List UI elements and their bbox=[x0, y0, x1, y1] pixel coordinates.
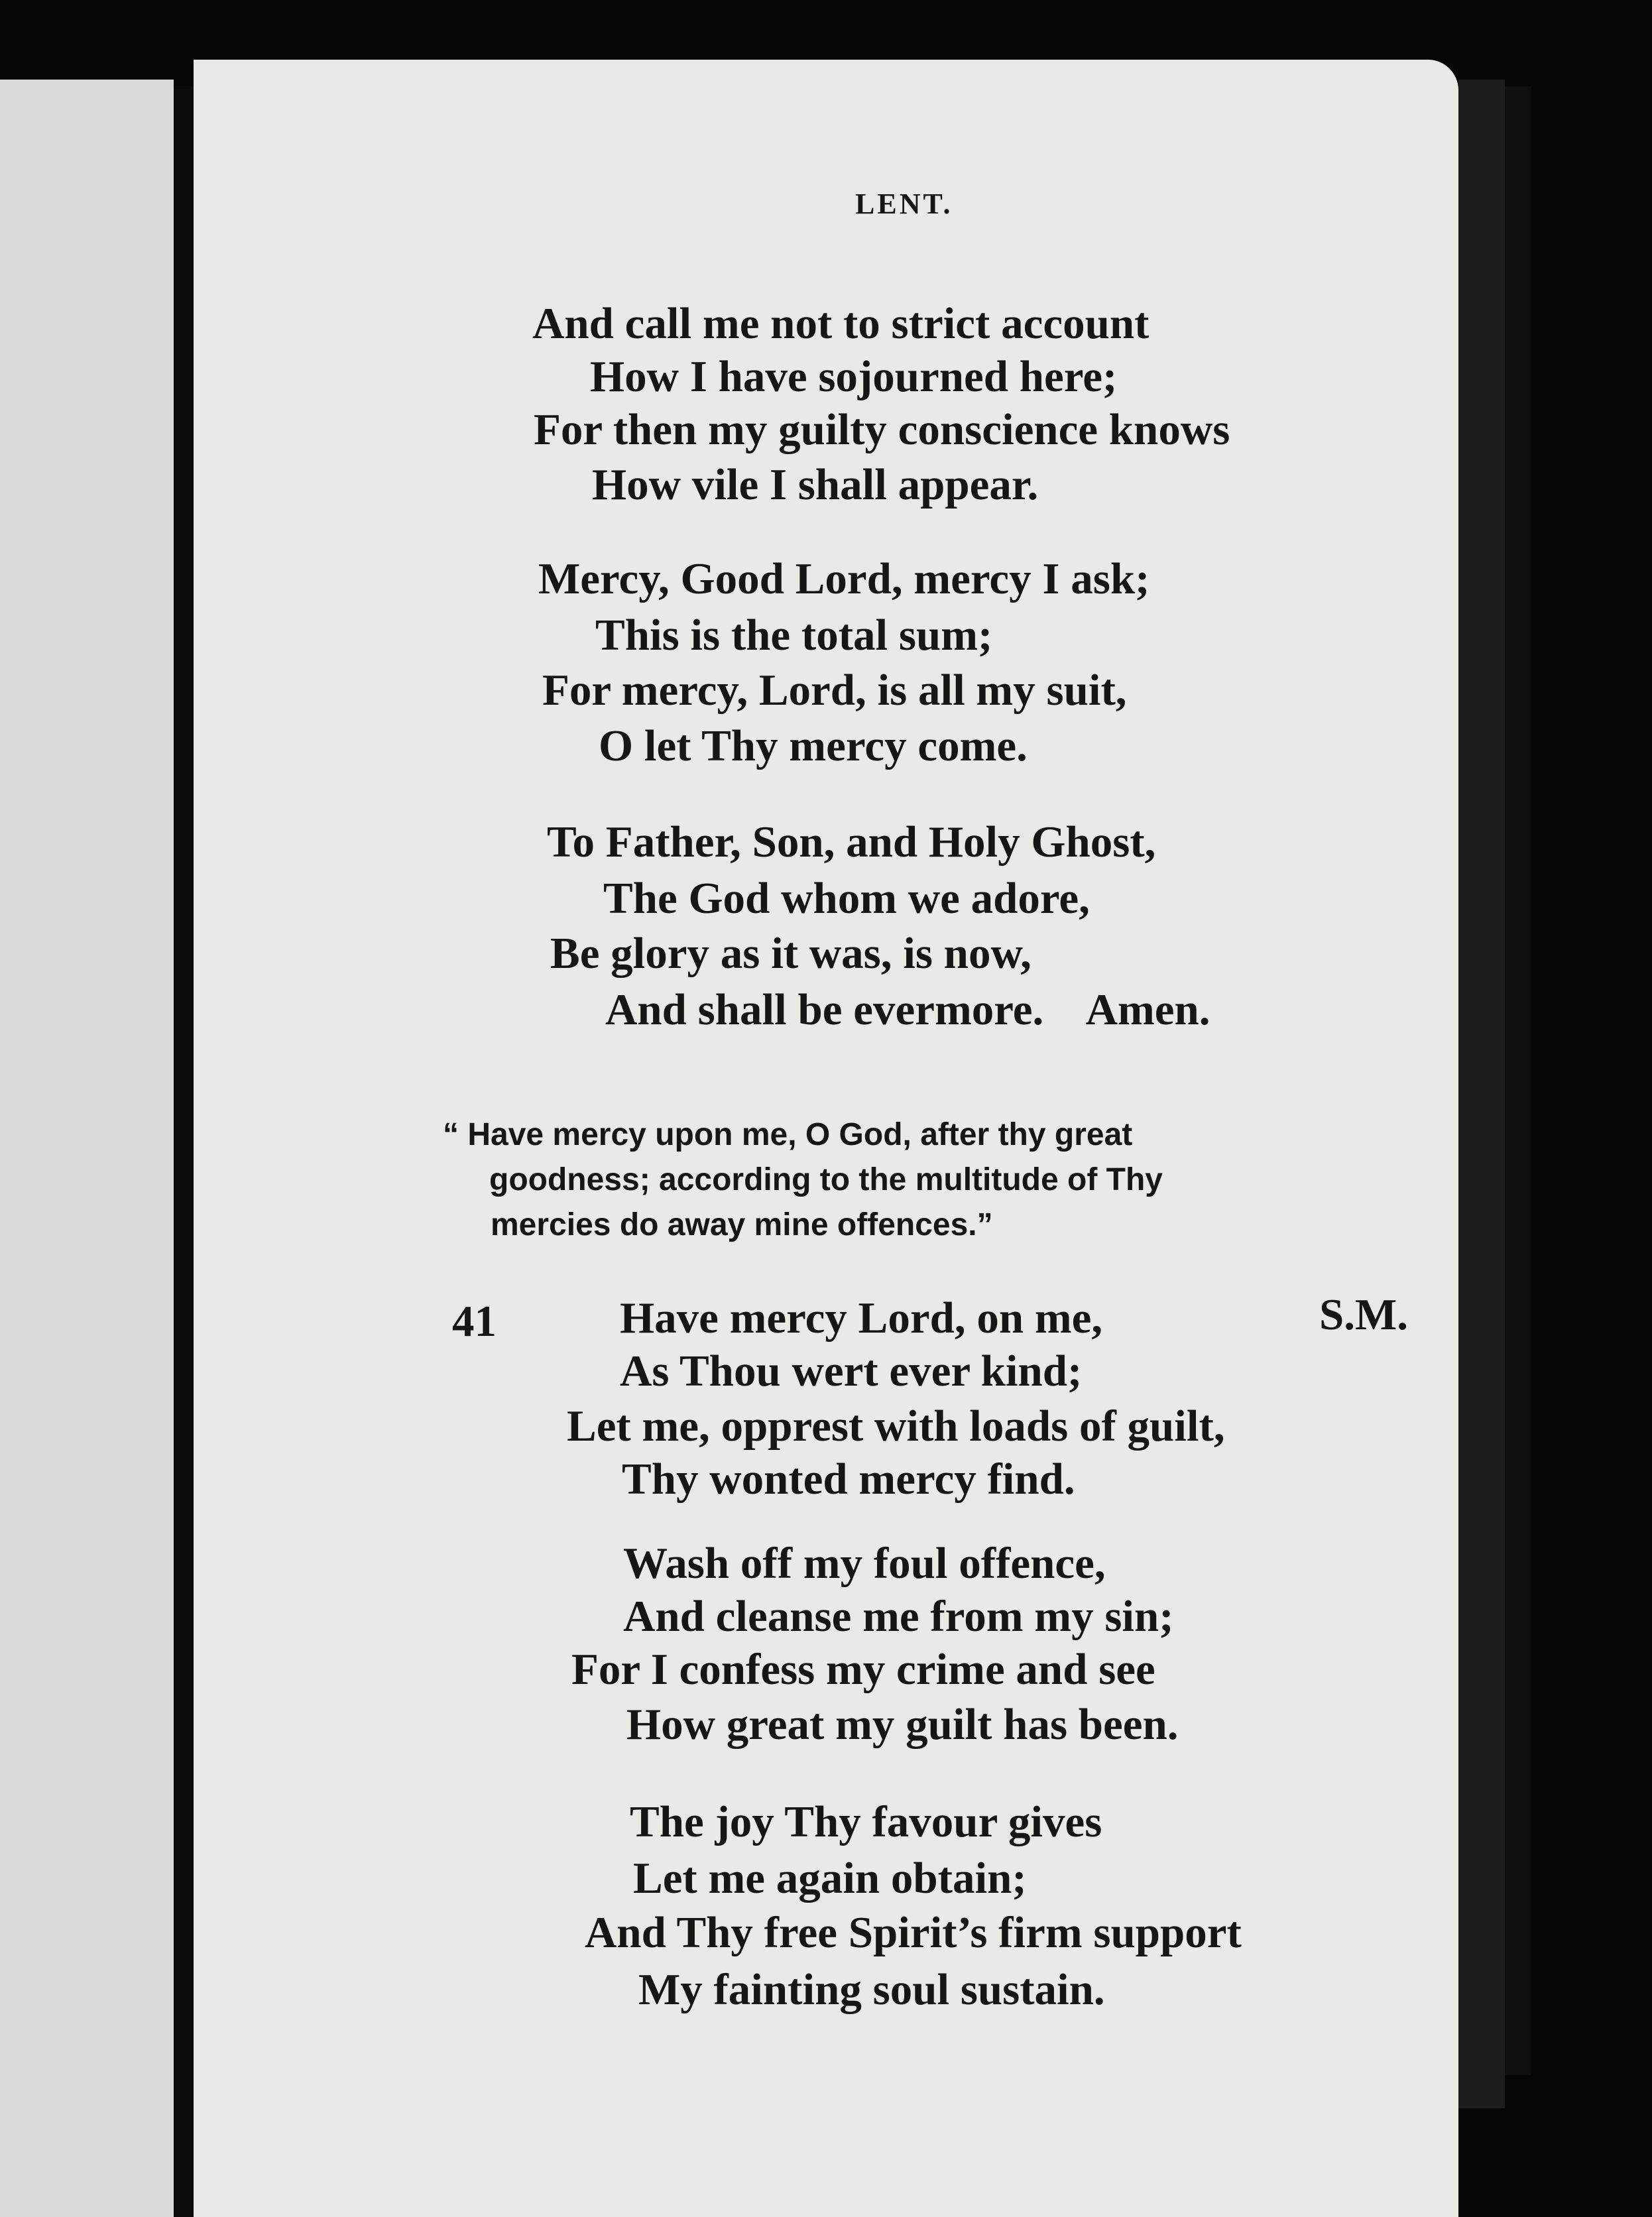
hymn-number: 41 bbox=[452, 1297, 497, 1346]
verse-line: The God whom we adore, bbox=[603, 874, 1090, 923]
verse-line: Let me, opprest with loads of guilt, bbox=[567, 1402, 1225, 1451]
verse-line: And Thy free Spirit’s firm support bbox=[585, 1908, 1242, 1957]
verse-line: And cleanse me from my sin; bbox=[623, 1592, 1174, 1641]
running-header: LENT. bbox=[855, 188, 953, 220]
verse-line: Be glory as it was, is now, bbox=[550, 929, 1032, 978]
verse-line: How great my guilt has been. bbox=[626, 1700, 1179, 1749]
verse-line: My fainting soul sustain. bbox=[638, 1965, 1105, 2014]
verse-line: How vile I shall appear. bbox=[592, 460, 1039, 509]
verse-line: For I confess my crime and see bbox=[571, 1645, 1155, 1694]
verse-line: For then my guilty conscience knows bbox=[534, 405, 1230, 454]
verse-line: And shall be evermore. Amen. bbox=[605, 985, 1210, 1034]
verse-line: O let Thy mercy come. bbox=[599, 721, 1028, 770]
scripture-quote-line: mercies do away mine offences.” bbox=[491, 1207, 993, 1242]
scripture-quote-line: “ Have mercy upon me, O God, after thy great bbox=[443, 1117, 1133, 1152]
verse-line: Let me again obtain; bbox=[633, 1854, 1027, 1903]
verse-line: Wash off my foul offence, bbox=[623, 1539, 1106, 1588]
verse-line: This is the total sum; bbox=[595, 611, 993, 660]
verse-line: Mercy, Good Lord, mercy I ask; bbox=[538, 554, 1150, 603]
verse-line: How I have sojourned here; bbox=[590, 352, 1118, 401]
verse-line: The joy Thy favour gives bbox=[630, 1797, 1102, 1846]
hymn-meter: S.M. bbox=[1319, 1290, 1408, 1339]
verse-line: And call me not to strict account bbox=[532, 299, 1150, 348]
verse-line: Have mercy Lord, on me, bbox=[620, 1293, 1103, 1343]
verse-line: Thy wonted mercy find. bbox=[622, 1455, 1075, 1504]
scripture-quote-line: goodness; according to the multitude of Thy bbox=[489, 1162, 1163, 1197]
verse-line: As Thou wert ever kind; bbox=[620, 1347, 1083, 1396]
verse-line: For mercy, Lord, is all my suit, bbox=[542, 666, 1127, 715]
verse-line: To Father, Son, and Holy Ghost, bbox=[547, 817, 1156, 867]
